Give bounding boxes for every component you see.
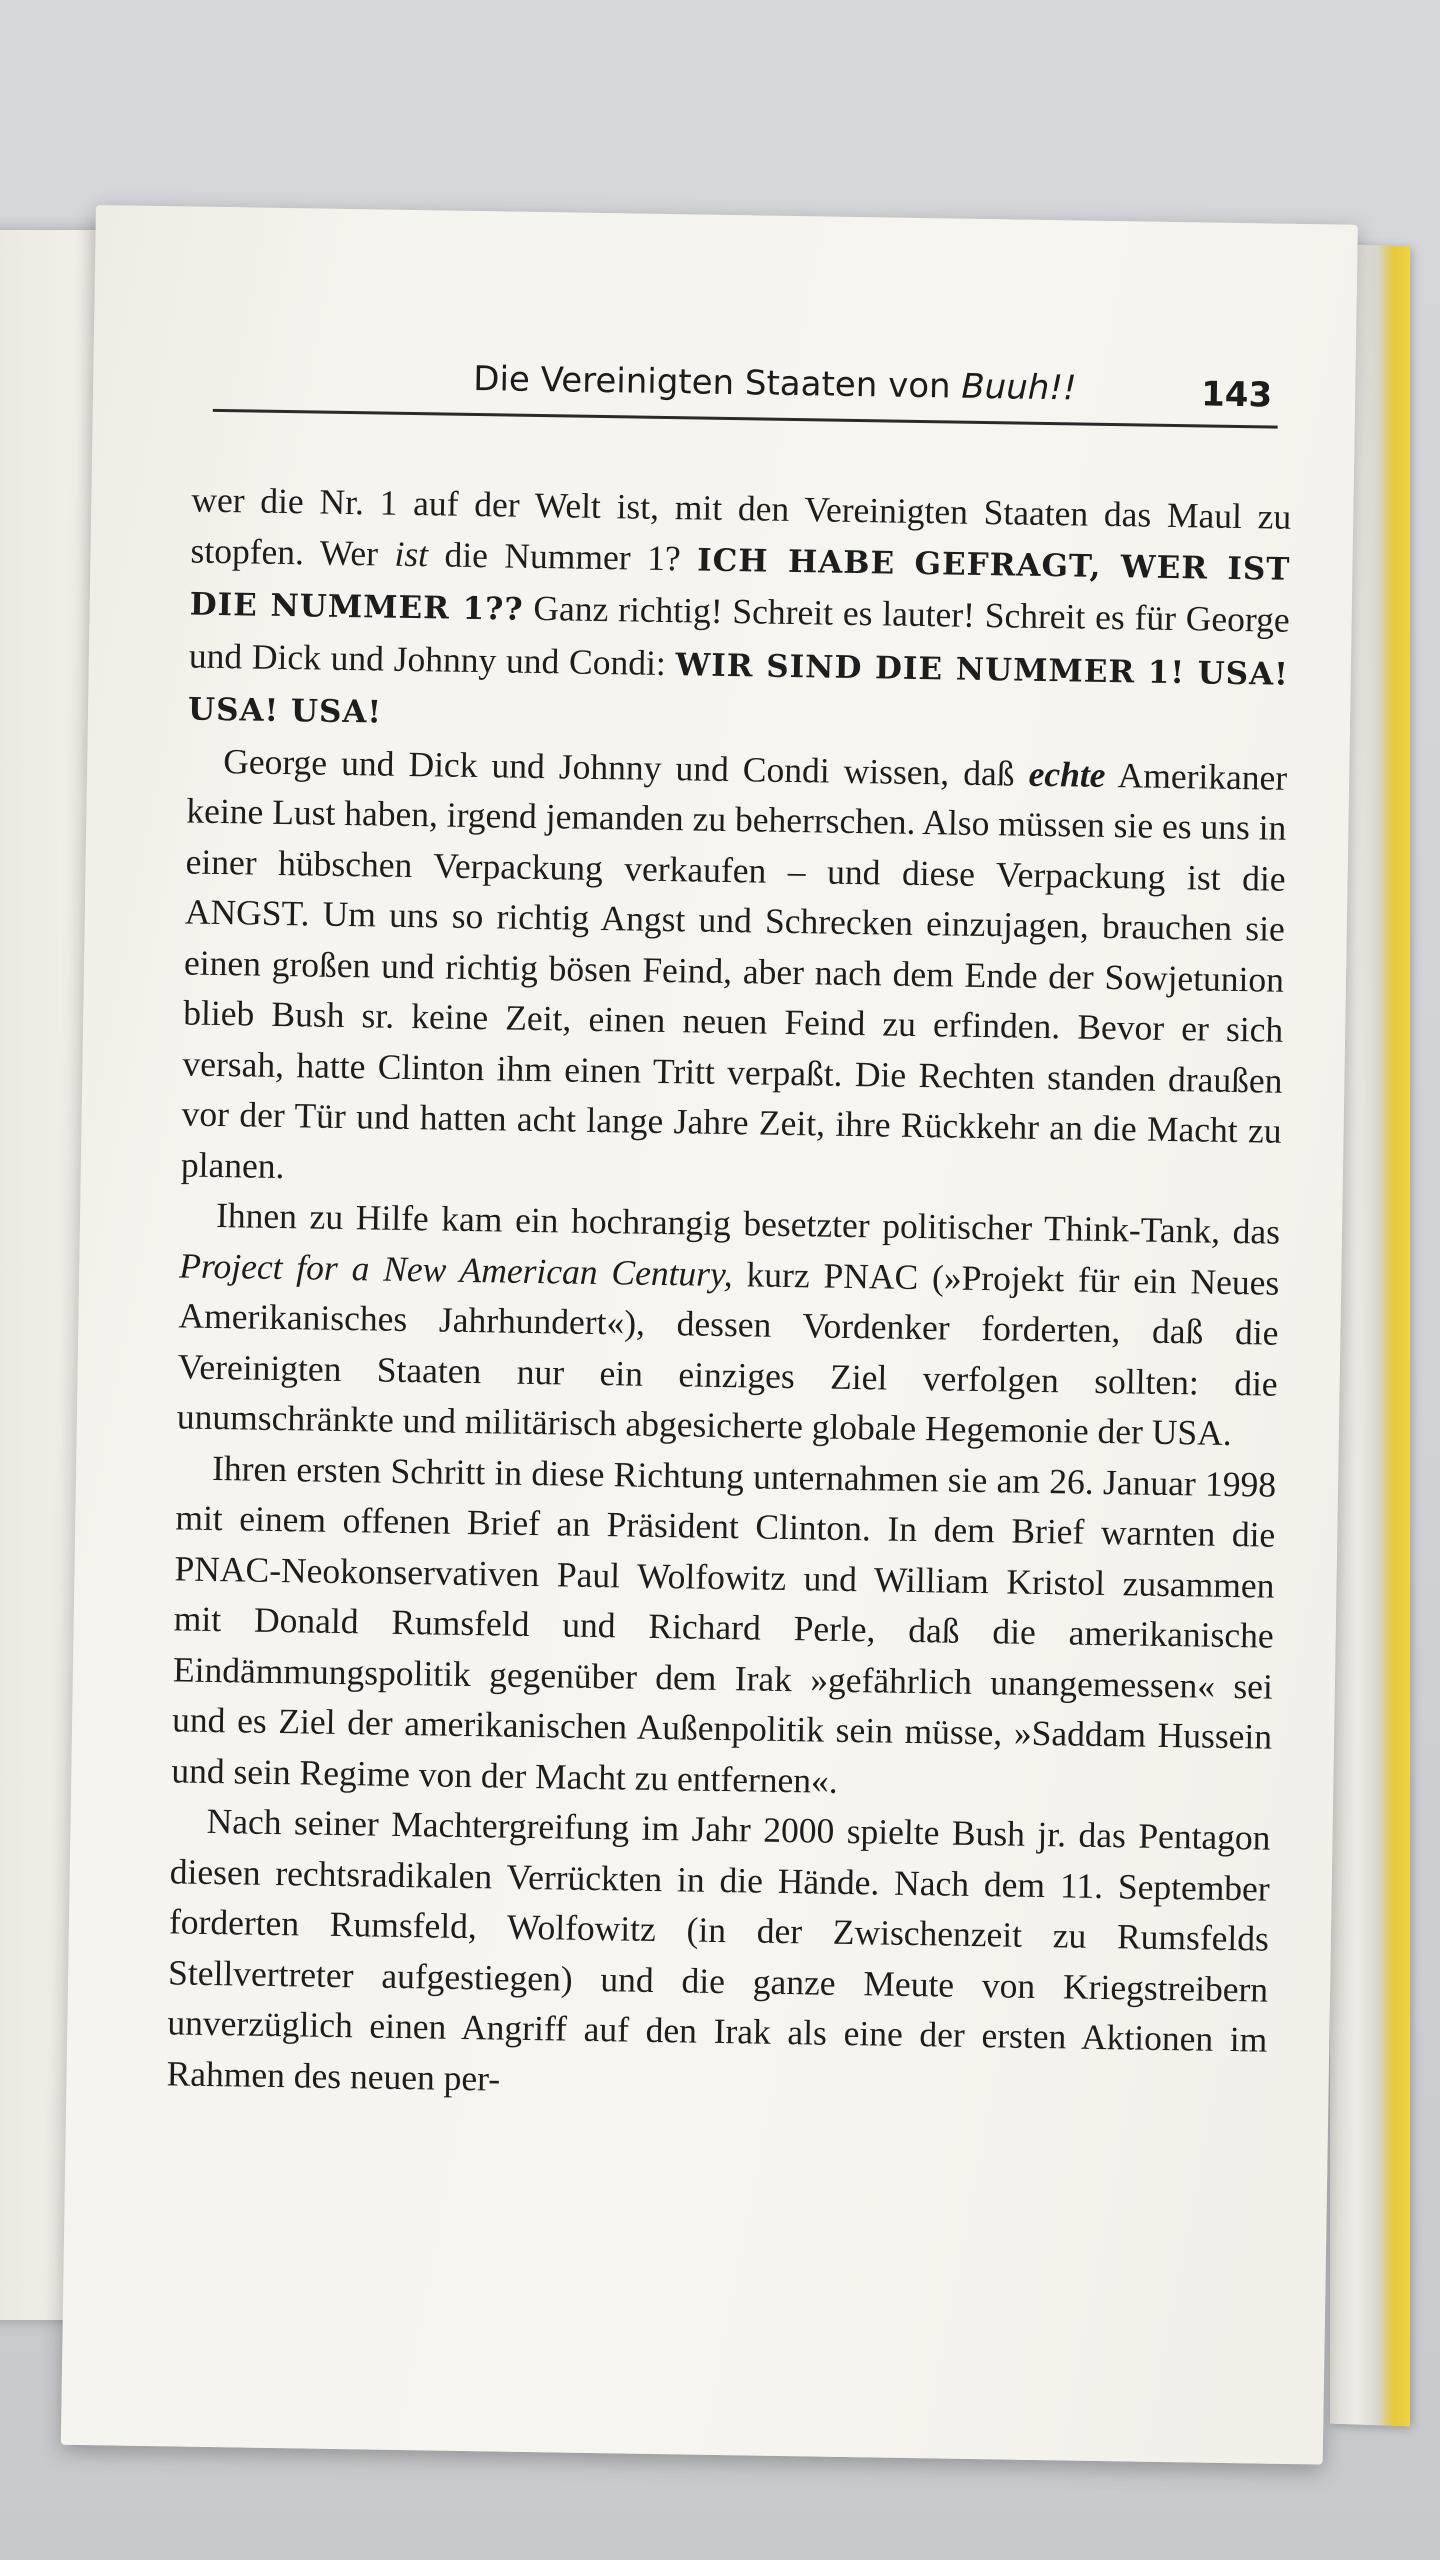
book-page [61, 205, 1358, 2465]
paragraph [188, 475, 1292, 753]
page-number: 143 [1200, 374, 1273, 416]
text-segment-italic: Project for a New American Century, [179, 1244, 734, 1294]
text-segment: Nach seiner Machtergreifung im Jahr 2000 spielte Bush jr. das Pentagon diesen rechtsradikalen Verrückten in die Hände. Nach dem 11. September forderten Rumsfeld, Wolfowitz (in der Zwischenzeit zu Rumsfelds Stellvertreter aufgestiegen) und die ganze Meute von Kriegstreibern unverzüglich einen Angriff auf den Irak als eine der ersten Aktionen im Rahmen des neuen per- [166, 1800, 1271, 2099]
paragraph [171, 1442, 1276, 1813]
text-segment: Amerikaner keine Lust haben, irgend jemanden zu beherrschen. Also müssen sie es uns in einer hübschen Verpackung verkaufen – und diese Verpackung ist die ANGST. Um uns so richtig Angst und Schrecken einzujagen, brauchen sie einen großen und richtig bösen Feind, aber nach dem Ende der Sowjetunion blieb Bush sr. keine Zeit, einen neuen Feind zu erfinden. Bevor er sich versah, hatte Clinton ihm einen Tritt verpaßt. Die Rechten standen draußen vor der Tür und hatten acht lange Jahre Zeit, ihre Rückkehr an die Macht zu planen. [180, 754, 1288, 1186]
text-segment-caps: ICH HABE GEFRAGT, WER IST DIE NUMMER 1?? [189, 541, 1291, 628]
running-title-main: Die Vereinigten Staaten von [473, 358, 962, 407]
text-segment-caps: WIR SIND DIE NUMMER 1! USA! USA! USA! [187, 646, 1290, 731]
text-segment: wer die Nr. 1 auf der Welt ist, mit den Vereinigten Staaten das Maul zu stopfen. Wer [190, 479, 1292, 574]
body-text [166, 475, 1291, 2116]
paragraph [177, 1189, 1281, 1459]
text-segment: Ihnen zu Hilfe kam ein hochrangig besetzter politischer Think-Tank, das [215, 1195, 1281, 1252]
text-segment: Ihren ersten Schritt in diese Richtung unternahmen sie am 26. Januar 1998 mit einem offenen Brief an Präsident Clinton. In dem Brief warnten die PNAC-Neokonservativen Paul Wolfowitz und William Kristol zusammen mit Donald Rumsfeld und Richard Perle, daß die amerikanische Eindämmungspolitik gegenüber dem Irak »gefährlich unangemessen« sei und es Ziel der amerikanischen Außenpolitik sein müsse, »Saddam Hussein und sein Regime von der Macht zu entfernen«. [171, 1447, 1277, 1801]
paragraph [166, 1795, 1271, 2115]
text-segment-italic: ist [394, 533, 429, 574]
text-segment: die Nummer 1? [427, 533, 698, 578]
text-segment: George und Dick und Johnny und Condi wissen, daß [222, 740, 1029, 794]
paragraph [181, 735, 1288, 1207]
running-title-italic: Buuh!! [961, 366, 1077, 409]
text-segment-bold-italic: echte [1028, 753, 1106, 795]
page-header [213, 339, 1279, 429]
text-segment: Ganz richtig! Schreit es lauter! Schreit es für George und Dick und Johnny und Condi: [188, 587, 1290, 683]
running-title [473, 359, 1077, 408]
text-segment: kurz PNAC (»Projekt für ein Neues Amerikanisches Jahrhundert«), dessen Vordenker forderten, daß die Vereinigten Staaten nur ein einziges Ziel verfolgen sollten: die unumschränkte und militärisch abgesicherte globale Hegemonie der USA. [176, 1253, 1280, 1453]
